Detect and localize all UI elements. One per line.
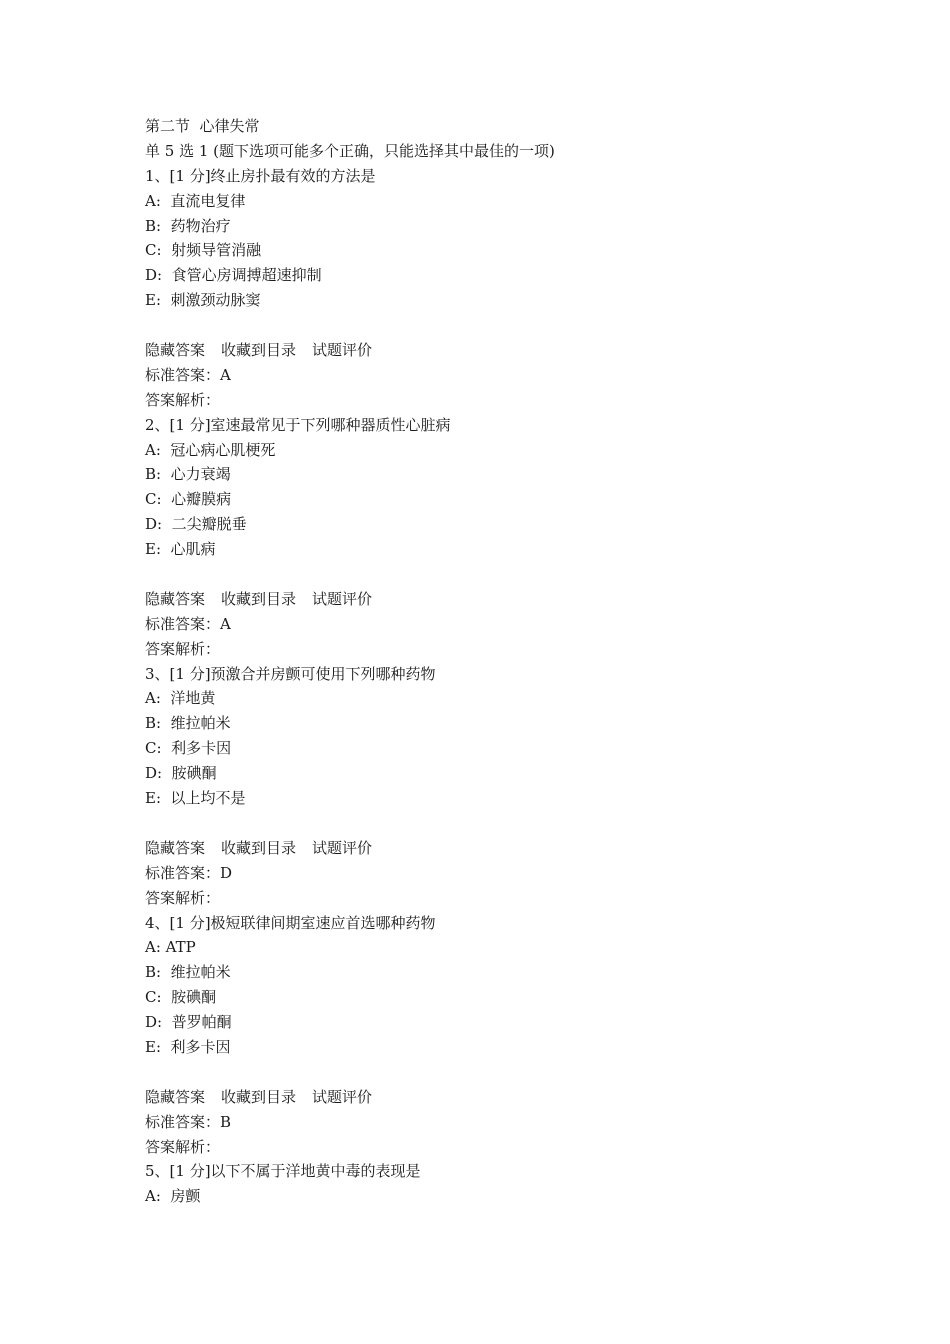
question-1 [145, 164, 845, 413]
option-a[interactable]: A: 直流电复律 [145, 191, 246, 210]
question-stem: 2、[1 分]室速最常见于下列哪种器质性心脏病 [145, 415, 451, 434]
standard-answer: 标准答案：A [145, 365, 231, 384]
action-links [145, 836, 845, 861]
answer-analysis: 答案解析： [145, 1137, 221, 1156]
option-a[interactable]: A: ATP [145, 938, 196, 957]
add-to-catalog-link[interactable]: 收藏到目录 [221, 838, 297, 857]
question-stem: 4、[1 分]极短联律间期室速应首选哪种药物 [145, 913, 436, 932]
add-to-catalog-link[interactable]: 收藏到目录 [221, 341, 297, 360]
standard-answer: 标准答案：D [145, 863, 233, 882]
action-links [145, 1085, 845, 1110]
rate-question-link[interactable]: 试题评价 [312, 1087, 373, 1106]
option-d[interactable]: D: 食管心房调搏超速抑制 [145, 266, 322, 285]
spacer [145, 1060, 845, 1085]
question-stem: 5、[1 分]以下不属于洋地黄中毒的表现是 [145, 1162, 421, 1181]
option-b[interactable]: B: 心力衰竭 [145, 465, 231, 484]
rate-question-link[interactable]: 试题评价 [312, 838, 373, 857]
option-b[interactable]: B: 药物治疗 [145, 216, 231, 235]
option-d[interactable]: D: 胺碘酮 [145, 764, 217, 783]
option-a[interactable]: A: 洋地黄 [145, 689, 216, 708]
hide-answer-link[interactable]: 隐藏答案 [145, 341, 206, 360]
question-stem: 3、[1 分]预激合并房颤可使用下列哪种药物 [145, 664, 436, 683]
option-c[interactable]: C: 心瓣膜病 [145, 490, 232, 509]
hide-answer-link[interactable]: 隐藏答案 [145, 589, 206, 608]
option-e[interactable]: E: 以上均不是 [145, 789, 246, 808]
question-4 [145, 911, 845, 1160]
option-c[interactable]: C: 利多卡因 [145, 739, 232, 758]
question-5 [145, 1159, 845, 1209]
option-a[interactable]: A: 冠心病心肌梗死 [145, 440, 276, 459]
standard-answer: 标准答案：A [145, 614, 231, 633]
question-3 [145, 662, 845, 911]
spacer [145, 811, 845, 836]
option-c[interactable]: C: 胺碘酮 [145, 988, 217, 1007]
option-a[interactable]: A: 房颤 [145, 1187, 201, 1206]
option-e[interactable]: E: 利多卡因 [145, 1037, 231, 1056]
section-title: 第二节 心律失常 [145, 117, 260, 135]
question-2 [145, 413, 845, 662]
standard-answer: 标准答案：B [145, 1112, 232, 1131]
action-links [145, 587, 845, 612]
option-d[interactable]: D: 二尖瓣脱垂 [145, 515, 247, 534]
rate-question-link[interactable]: 试题评价 [312, 341, 373, 360]
rate-question-link[interactable]: 试题评价 [312, 589, 373, 608]
option-e[interactable]: E: 心肌病 [145, 540, 216, 559]
hide-answer-link[interactable]: 隐藏答案 [145, 838, 206, 857]
answer-analysis: 答案解析： [145, 390, 221, 409]
option-b[interactable]: B: 维拉帕米 [145, 963, 231, 982]
document-page [145, 114, 845, 1209]
spacer [145, 313, 845, 338]
instructions: 单 5 选 1 (题下选项可能多个正确，只能选择其中最佳的一项) [145, 141, 555, 160]
hide-answer-link[interactable]: 隐藏答案 [145, 1087, 206, 1106]
option-e[interactable]: E: 刺激颈动脉窦 [145, 291, 261, 310]
add-to-catalog-link[interactable]: 收藏到目录 [221, 589, 297, 608]
option-d[interactable]: D: 普罗帕酮 [145, 1013, 232, 1032]
option-b[interactable]: B: 维拉帕米 [145, 714, 231, 733]
action-links [145, 338, 845, 363]
question-stem: 1、[1 分]终止房扑最有效的方法是 [145, 166, 376, 185]
add-to-catalog-link[interactable]: 收藏到目录 [221, 1087, 297, 1106]
answer-analysis: 答案解析： [145, 888, 221, 907]
spacer [145, 562, 845, 587]
answer-analysis: 答案解析： [145, 639, 221, 658]
option-c[interactable]: C: 射频导管消融 [145, 241, 262, 260]
